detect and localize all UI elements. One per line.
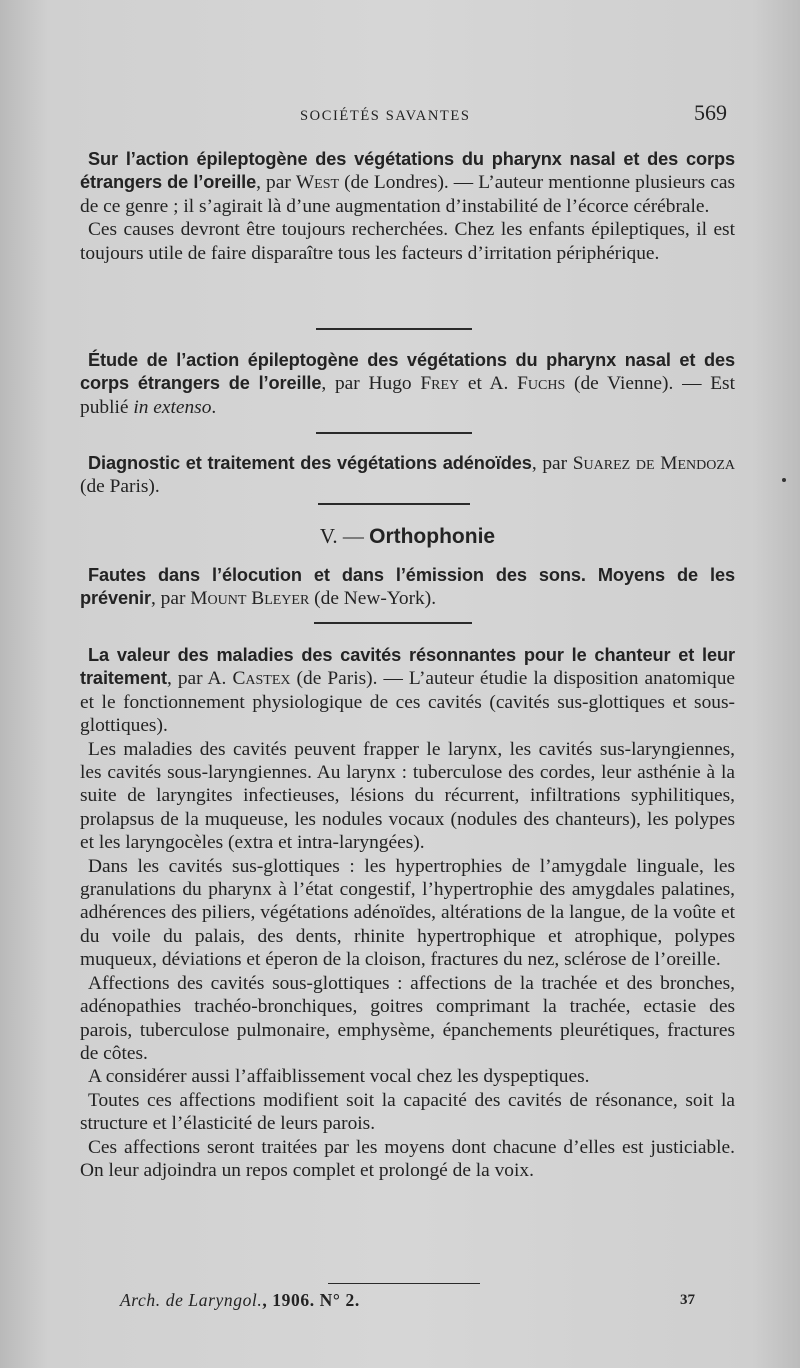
article-5-author: Castex (232, 668, 291, 690)
article-5-paragraph-1 (80, 644, 735, 738)
section-number: V. — (319, 524, 370, 548)
article-5-paragraph-4: Affections des cavités sous-glottiques : affections de la trachée et des bronches, adénopathies trachéo-bronchiques, goitres comprimant la trachée, ectasie des parois, tuberculose pulmonaire, emphysème, épanchements pleurétiques, fractures de côtes. (80, 972, 735, 1064)
article-4 (80, 564, 735, 611)
article-5-paragraph-7: Ces affections seront traitées par les moyens dont chacune d’elles est justiciable. On leur adjoindra un repos complet et prolongé de la voix. (80, 1136, 735, 1181)
article-1-paragraph-1 (80, 148, 735, 218)
page-header (80, 100, 735, 134)
article-5-intro: (de Paris). — L’auteur étudie la disposition anatomique et le fonctionnement physiologique de ces cavités (cavités sus-glottiques et sous-glottiques). (80, 668, 735, 737)
article-5-paragraph-5: A considérer aussi l’affaiblissement vocal chez les dyspeptiques. (88, 1066, 590, 1088)
article-2-end: . (211, 396, 217, 418)
article-2-extenso: in extenso (133, 396, 212, 418)
article-2-paragraph (80, 349, 735, 419)
article-5-title: La valeur des maladies des cavités résonnantes pour le chanteur et leur traitement (80, 645, 735, 689)
page-footer (120, 1290, 695, 1318)
article-3-paragraph (80, 452, 735, 499)
footer-issue: , 1906. N° 2. (262, 1290, 360, 1310)
article-1-by: , par (256, 172, 296, 194)
article-2-author-2: Fuchs (517, 373, 566, 395)
article-3 (80, 452, 735, 499)
article-2-text: (de Vienne). — Est publié (80, 373, 735, 418)
article-3-text: (de Paris). (80, 476, 160, 498)
footer-signature: 37 (680, 1292, 695, 1308)
footer-rule (328, 1283, 480, 1284)
article-2-title: Étude de l’action épileptogène des végétations du pharynx nasal et des corps étrangers de l’oreille (80, 350, 735, 394)
separator-rule (314, 622, 472, 624)
article-4-by: , par (150, 588, 191, 610)
article-5-paragraph-3: Dans les cavités sus-glottiques : les hypertrophies de l’amygdale linguale, les granulations du pharynx à l’état congestif, l’hypertrophie des amygdales palatines, adhérences des piliers, végétations adénoïdes, altérations de la langue, de la voûte et du voile du palais, des dents, rhinite hypertrophique et atrophique, polypes muqueux, déviations et éperon de la cloison, fractures du nez, sclérose de l’oreille. (80, 855, 735, 971)
article-3-author: Suarez de Mendoza (572, 453, 735, 474)
article-5-paragraph-2: Les maladies des cavités peuvent frapper le larynx, les cavités sus-laryngiennes, les cavités sous-laryngiennes. Au larynx : tuberculose des cordes, leur asthénie à la suite de laryngites infectieuses, lésions du récurrent, infiltrations syphilitiques, prolapsus de la muqueuse, les nodules vocaux (nodules des chanteurs), les polypes et les laryngocèles (extra et intra-laryngées). (80, 738, 735, 854)
print-speck (782, 478, 786, 482)
article-2-and: et A. (459, 373, 518, 395)
article-1-paragraph-2: Ces causes devront être toujours recherchées. Chez les enfants épileptiques, il est toujours utile de faire disparaître tous les facteurs d’irritation périphérique. (80, 219, 735, 264)
article-5 (80, 644, 735, 1182)
article-4-title: Fautes dans l’élocution et dans l’émission des sons. Moyens de les prévenir (80, 565, 735, 609)
separator-rule (316, 328, 472, 330)
page-number: 569 (694, 100, 727, 125)
article-4-paragraph (80, 564, 735, 611)
section-title: Orthophonie (369, 525, 496, 548)
article-2-author-1: Frey (420, 373, 460, 395)
article-2-by: , par Hugo (321, 373, 421, 395)
separator-rule (318, 503, 470, 505)
article-5-paragraph-6: Toutes ces affections modifient soit la capacité des cavités de résonance, soit la structure et l’élasticité de leurs parois. (80, 1089, 735, 1135)
separator-rule (316, 432, 472, 434)
article-1-author: West (295, 172, 340, 194)
article-4-author: Mount Bleyer (190, 588, 310, 610)
article-4-text: (de New-York). (309, 588, 437, 610)
section-heading (80, 524, 735, 549)
article-1-text: (de Londres). — L’auteur mentionne plusieurs cas de ce genre ; il s’agirait là d’une augmentation d’instabilité de l’écorce cérébrale. (80, 172, 735, 217)
article-3-title: Diagnostic et traitement des végétations adénoïdes (88, 453, 532, 473)
article-1-title: Sur l’action épileptogène des végétations du pharynx nasal et des corps étrangers de l’oreille (80, 149, 735, 193)
article-5-by: , par A. (166, 668, 233, 690)
article-2 (80, 349, 735, 419)
article-3-by: , par (531, 453, 573, 474)
footer-journal (120, 1290, 360, 1311)
footer-journal-name: Arch. de Laryngol. (120, 1290, 263, 1310)
article-1 (80, 148, 735, 265)
running-head: SOCIÉTÉS SAVANTES (300, 108, 471, 124)
